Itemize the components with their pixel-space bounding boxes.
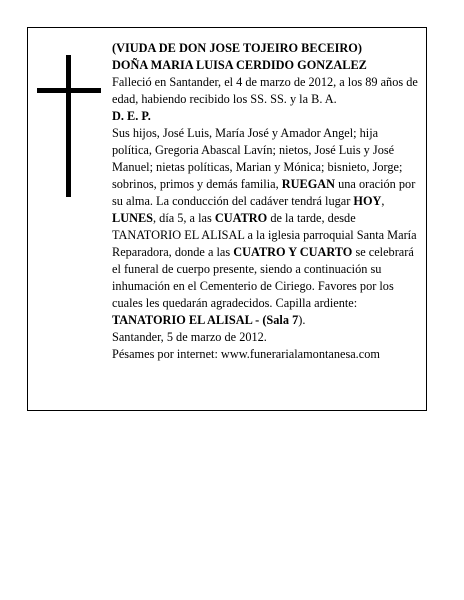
cuatro-y-cuarto-text: CUATRO Y CUARTO [233, 245, 353, 259]
comma-text: , [381, 194, 385, 208]
ruegan-text: RUEGAN [281, 177, 336, 191]
hoy-text: HOY [353, 194, 382, 208]
funeral-details [112, 125, 418, 329]
condolences-line: Pésames por internet: www.funerarialamontanesa.com [112, 347, 380, 361]
dep-line: D. E. P. [112, 109, 151, 123]
place-date: Santander, 5 de marzo de 2012. [112, 330, 267, 344]
cross-icon [37, 55, 101, 197]
lunes-text: LUNES [112, 211, 154, 225]
cross-vertical-bar [66, 55, 71, 197]
cuatro-text: CUATRO [214, 211, 268, 225]
cross-horizontal-bar [37, 88, 101, 93]
route-text: de la tarde, desde TANATORIO EL ALISAL a la iglesia parroquial Santa María Reparadora, donde a las [112, 211, 417, 259]
family-list: Sus hijos, José Luis, María José y Amador Angel; hija política, Gregoria Abascal Lavín; nietos, José Luis y José Manuel; nietas políticas, Marian y Mónica; bisnieto, Jorge; sobrinos, primos y demás familia, [112, 126, 403, 191]
prayer-text: una oración por su alma. La conducción del cadáver tendrá lugar [112, 177, 416, 208]
death-statement: Falleció en Santander, el 4 de marzo de 2012, a los 89 años de edad, habiendo recibido los SS. SS. y la B. A. [112, 75, 418, 106]
day-text: , día 5, a las [153, 211, 212, 225]
widow-line: (VIUDA DE DON JOSE TOJEIRO BECEIRO) [112, 41, 362, 55]
deceased-name: DOÑA MARIA LUISA CERDIDO GONZALEZ [112, 58, 367, 72]
chapel-text: TANATORIO EL ALISAL - (Sala 7 [112, 313, 299, 327]
obituary-text [112, 40, 418, 363]
funeral-text: se celebrará el funeral de cuerpo presente, siendo a continuación su inhumación en el Cementerio de Ciriego. Favores por los cuales les quedarán agradecidos. Capilla ardiente: [112, 245, 414, 310]
chapel-close-text: ). [298, 313, 306, 327]
